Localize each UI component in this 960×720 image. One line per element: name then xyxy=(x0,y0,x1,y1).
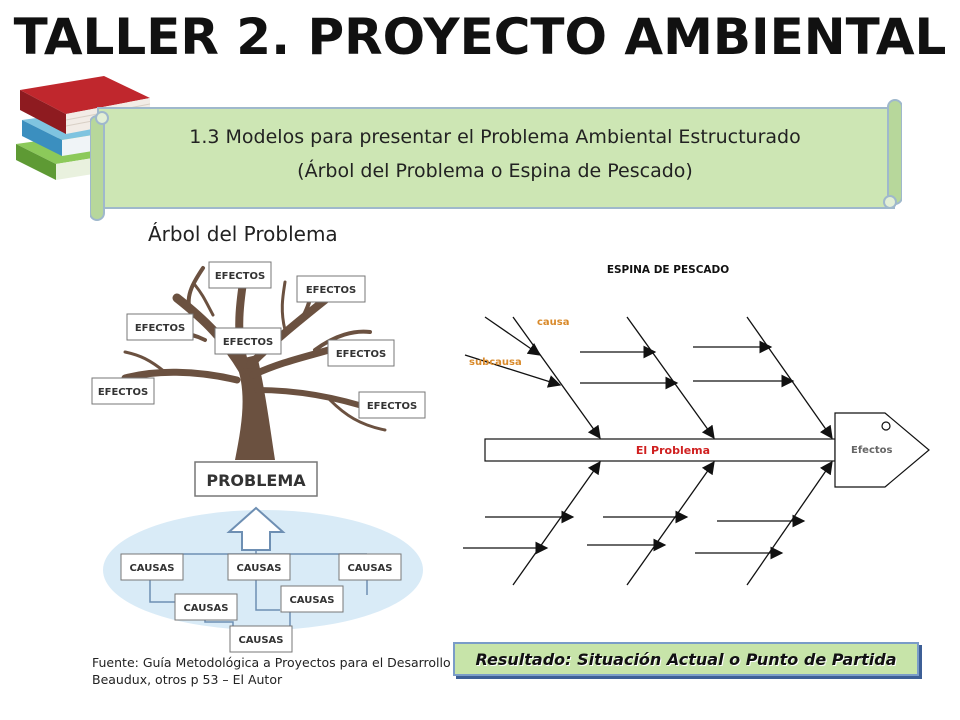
svg-text:EFECTOS: EFECTOS xyxy=(222,337,274,348)
fishbone-spine xyxy=(485,439,835,461)
tree-problem-box xyxy=(195,462,317,496)
fishbone-heading: ESPINA DE PESCADO xyxy=(606,264,730,276)
tree-cause-box xyxy=(230,626,292,652)
tree-heading: Árbol del Problema xyxy=(148,222,338,246)
source-line-1: Fuente: Guía Metodológica a Proyectos para el Desarrollo xyxy=(92,655,451,670)
svg-text:EFECTOS: EFECTOS xyxy=(305,285,357,296)
tree-effect-box xyxy=(328,340,394,366)
tree-cause-box xyxy=(175,594,237,620)
result-box xyxy=(453,642,919,676)
page-title: TALLER 2. PROYECTO AMBIENTAL xyxy=(13,8,947,66)
tree-cause-box xyxy=(121,554,183,580)
fishbone-cause-label: causa xyxy=(537,317,570,328)
banner-line-1: 1.3 Modelos para presentar el Problema Ambiental Estructurado xyxy=(189,126,801,148)
svg-text:CAUSAS: CAUSAS xyxy=(347,563,393,574)
svg-text:CAUSAS: CAUSAS xyxy=(183,603,229,614)
svg-text:El Problema: El Problema xyxy=(635,444,711,457)
banner-line-2: (Árbol del Problema o Espina de Pescado) xyxy=(297,160,693,182)
source-line-2: Beaudux, otros p 53 – El Autor xyxy=(92,672,283,687)
tree-cause-box xyxy=(281,586,343,612)
result-text: Resultado: Situación Actual o Punto de Partida xyxy=(475,649,897,669)
tree-effect-box xyxy=(127,314,193,340)
banner-text xyxy=(110,120,880,188)
tree-effect-box xyxy=(209,262,271,288)
svg-text:CAUSAS: CAUSAS xyxy=(238,635,284,646)
svg-text:CAUSAS: CAUSAS xyxy=(289,595,335,606)
tree-effect-box xyxy=(215,328,281,354)
tree-cause-box xyxy=(339,554,401,580)
svg-text:Efectos: Efectos xyxy=(851,445,893,456)
fishbone-head xyxy=(835,413,929,487)
tree-effect-box xyxy=(359,392,425,418)
source-note xyxy=(92,654,452,688)
svg-text:EFECTOS: EFECTOS xyxy=(97,387,149,398)
svg-text:PROBLEMA: PROBLEMA xyxy=(206,471,306,490)
svg-text:EFECTOS: EFECTOS xyxy=(134,323,186,334)
tree-effect-box xyxy=(297,276,365,302)
svg-text:CAUSAS: CAUSAS xyxy=(236,563,282,574)
svg-text:EFECTOS: EFECTOS xyxy=(214,271,266,282)
problem-tree-diagram xyxy=(85,250,455,660)
svg-text:CAUSAS: CAUSAS xyxy=(129,563,175,574)
tree-cause-box xyxy=(228,554,290,580)
svg-text:EFECTOS: EFECTOS xyxy=(366,401,418,412)
fishbone-diagram xyxy=(455,255,945,595)
fishbone-subcause-label: subcausa xyxy=(469,357,522,368)
svg-text:EFECTOS: EFECTOS xyxy=(335,349,387,360)
tree-effect-box xyxy=(92,378,154,404)
